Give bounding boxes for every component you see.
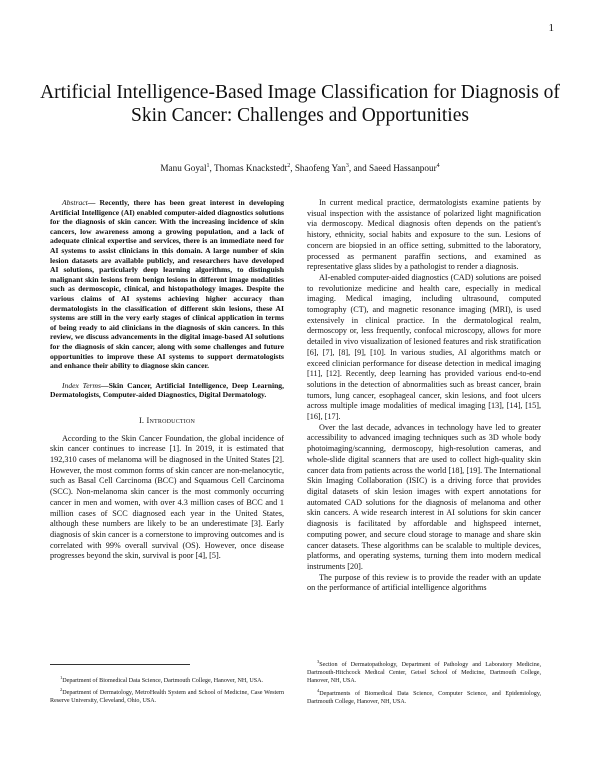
index-terms-lead: Index Terms xyxy=(62,380,101,390)
author-name: Manu Goyal xyxy=(160,163,207,174)
author-separator: , xyxy=(290,163,295,174)
author-name: Saeed Hassanpour xyxy=(369,163,437,174)
author-separator: , and xyxy=(348,163,370,174)
author-list xyxy=(40,163,560,173)
footnote-marker: 3 xyxy=(317,659,320,664)
footnote-marker: 1 xyxy=(60,675,63,680)
footnote-marker: 2 xyxy=(60,687,63,693)
author-separator: , xyxy=(209,163,214,174)
index-terms-text: —Skin Cancer, Artificial Intelligence, Deep Learning, Dermatologists, Computer-aided Diagnostics, Digital Dermatology. xyxy=(50,380,284,400)
footnote xyxy=(50,674,284,685)
footnote-text: Department of Dermatology, MetroHealth System and School of Medicine, Case Western Reserve University, Cleveland, Ohio, USA. xyxy=(50,690,284,705)
footnote-text: Department of Biomedical Data Science, Dartmouth College, Hanover, NH, USA. xyxy=(62,678,264,685)
author-name: Shaofeng Yan xyxy=(294,163,346,174)
footnotes-left xyxy=(50,674,284,707)
right-column xyxy=(307,198,541,594)
page-number: 1 xyxy=(548,22,554,34)
abstract-text: — Recently, there has been great interest in developing Artificial Intelligence (AI) enabled computer-aided diagnostics solutions for the diagnosis of skin cancer. With the increasing incidence of skin cancers, low awareness among a growing population, and a lack of adequate clinical expertise and services, there is an immediate need for AI systems to assist clinicians in this domain. A large number of skin lesion datasets are available publicly, and researchers have developed AI solutions, particularly deep learning algorithms, to distinguish malignant skin lesions from benign lesions in different image modalities such as dermoscopic, clinical, and histopathology images. Despite the various claims of AI systems achieving higher accuracy than dermatologists in the classification of different skin lesions, these AI systems are still in the very early stages of clinical application in terms of being ready to aid clinicians in the diagnosis of skin cancers. In this review, we discuss advancements in the digital image-based AI solutions for the diagnosis of skin cancer, along with some challenges and future opportunities to improve these AI systems to support dermatologists and enhance their ability to diagnose skin cancer. xyxy=(50,198,284,371)
footnote xyxy=(307,658,541,686)
author-affiliation-marker: 4 xyxy=(436,163,440,169)
paragraph: The purpose of this review is to provide the reader with an update on the performance of artificial intelligence algorithms xyxy=(307,572,541,593)
author-affiliation-marker: 3 xyxy=(345,163,349,169)
index-terms xyxy=(50,381,284,400)
abstract xyxy=(50,198,284,371)
footnote-text: Section of Dermatopathology, Department of Pathology and Laboratory Medicine, Dartmouth-Hitchcock Medical Center, Geisel School of Medicine, Dartmouth College, Hanover, NH, USA. xyxy=(307,662,541,685)
footnote xyxy=(50,686,284,705)
footnote xyxy=(307,687,541,706)
abstract-lead: Abstract xyxy=(62,198,88,207)
left-column xyxy=(50,198,284,562)
paragraph: According to the Skin Cancer Foundation, the global incidence of skin cancer continues to increase [1]. In 2019, it is estimated that 192,310 cases of melanoma will be diagnosed in the United States [2]. However, the most common forms of skin cancer are non-melanocytic, such as Basal Cell Carcinoma (BCC) and Squamous Cell Carcinoma (SCC). Non-melanoma skin cancer is the most commonly occurring cancer in men and women, with over 4.3 million cases of BCC and 1 million cases of SCC diagnosed each year in the United States, although these numbers are likely to be an underestimate [3]. Early diagnosis of skin cancer is a cornerstone to improving outcomes and is correlated with 99% overall survival (OS). However, once disease progresses beyond the skin, survival is poor [4], [5]. xyxy=(50,433,284,561)
section-heading-introduction: I. Introduction xyxy=(138,415,196,425)
paragraph: AI-enabled computer-aided diagnostics (CAD) solutions are poised to revolutionize medicine and health care, especially in medical imaging. Medical imaging, including ultrasound, computed tomography (CT), and magnetic resonance imaging (MRI), is used extensively in clinical practice. In the dermatological realm, dermoscopy or, less frequently, confocal microscopy, allows for more detailed in vivo visualization of lesioned features and risk stratification [6], [7], [8], [9], [10]. In various studies, AI algorithms match or exceed clinician performance for disease detection in medical imaging [11], [12]. Recently, deep learning has provided various end-to-end solutions in the detection of abnormalities such as breast cancer, brain tumors, lung cancer, esophageal cancer, skin lesions, and foot ulcers across multiple image modalities of medical imaging [13], [14], [15], [16], [17]. xyxy=(307,272,541,422)
author-name: Thomas Knackstedt xyxy=(213,163,288,174)
paragraph: In current medical practice, dermatologists examine patients by visual inspection with the assistance of polarized light magnification via dermoscopy. Medical diagnosis often depends on the patient's history, ethnicity, social habits and exposure to the sun. Lesions of concern are biopsied in an office setting, submitted to the laboratory, processed as permanent paraffin sections, and examined as representative glass slides by a pathologist to render a diagnosis. xyxy=(307,198,541,272)
footnote-marker: 4 xyxy=(317,687,320,693)
paper-title: Artificial Intelligence-Based Image Classification for Diagnosis of Skin Cancer: Challenges and Opportunities xyxy=(40,82,560,127)
paragraph: Over the last decade, advances in technology have led to greater accessibility to advanced imaging techniques such as 3D whole body photoimaging/scanning, dermoscopy, high-resolution cameras, and whole-slide digital scanners that are used to collect high-quality skin cancer data from patients across the world [18], [19]. The International Skin Imaging Collaboration (ISIC) is a driving force that provides digital datasets of skin lesion images with expert annotations for automated CAD solutions for the diagnosis of melanoma and other skin cancers. A wide research interest in AI solutions for skin cancer diagnosis is facilitated by affordable and highspeed internet, computing power, and secure cloud storage to manage and share skin cancer datasets. These algorithms can be scalable to multiple devices, platforms, and operating systems, turning them into modern medical instruments [20]. xyxy=(307,422,541,571)
author-affiliation-marker: 2 xyxy=(287,163,291,169)
footnote-divider xyxy=(50,664,190,665)
footnotes-right xyxy=(307,658,541,707)
author-affiliation-marker: 1 xyxy=(206,163,210,169)
footnote-text: Departments of Biomedical Data Science, Computer Science, and Epidemiology, Dartmouth College, Hanover, NH, USA. xyxy=(307,690,541,705)
